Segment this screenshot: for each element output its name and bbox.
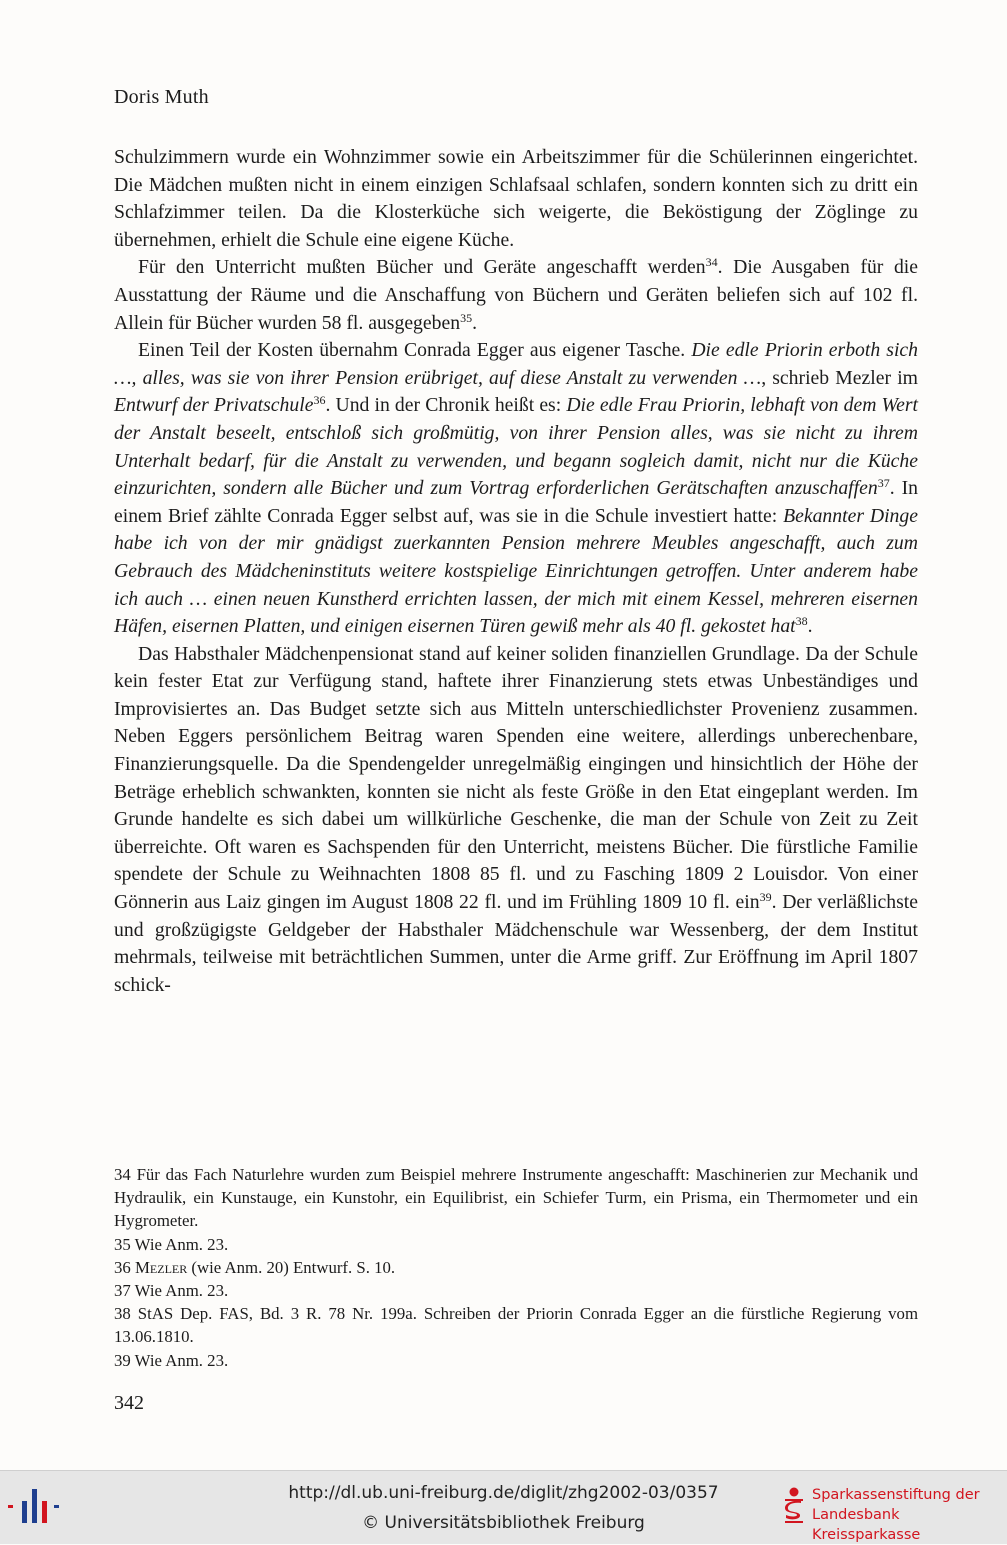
paragraph: Für den Unterricht mußten Bücher und Geräte angeschafft werden$^{34}$. Die Ausgaben für die Ausstattung der Räume und die Anschaffung von Büchern und Geräten beliefen sich auf 102 fl. Allein für Bücher wurden 58 fl. ausgegeben$^{35}$. <box>114 255 918 334</box>
paragraph: Das Habsthaler Mädchenpensionat stand auf keiner soliden finanziellen Grundlage. Da der Schule kein fester Etat zur Verfügung stand, haftete ihrer Finanzierung stets etwas Unbeständiges und Improvisiertes an. Das Budget setzte sich aus Mitteln unterschiedlichster Provenienz zusammen. Neben Eggers persönlichem Beitrag waren Spenden eine weitere, allerdings unberechenbare, Finanzierungsquelle. Da die Spendengelder unregelmäßig eingingen und hinsichtlich der Höhe der Beträge erheblich schwankten, konnten sie nicht als feste Größe in den Etat eingeplant werden. Im Grunde handelte es sich dabei um willkürliche Geschenke, die man der Schule von Zeit zu Zeit überreichte. Oft waren es Sachspenden für den Unterricht, meistens Bücher. Die fürstliche Familie spendete der Schule zu Weihnachten 1808 85 fl. und zu Fasching 1809 2 Louisdor. Von einer Gönnerin aus Laiz gingen im August 1808 22 fl. und im Frühling 1809 10 fl. ein$^{39}$. Der verläßlichste und großzügigste Geldgeber der Habsthaler Mädchenschule war Wessenberg, der dem Institut mehrmals, teilweise mit beträchtlichen Summen, unter die Arme griff. Zur Eröffnung im April 1807 schick- <box>114 642 918 996</box>
paragraph: Einen Teil der Kosten übernahm Conrada Egger aus eigener Tasche. Die edle Priorin erboth sich …, alles, was sie von ihrer Pension erübriget, auf diese Anstalt zu verwenden …, schrieb Mezler im Entwurf der Privatschule$^{36}$. Und in der Chronik heißt es: Die edle Frau Priorin, lebhaft von dem Wert der Anstalt beseelt, entschloß sich großmütig, von ihrer Pension alles, was sie nicht zu ihrem Unterhalt bedarf, für die Anstalt zu verwenden, und begann sogleich damit, nicht nur die Küche einzurichten, sondern alle Bücher und zum Vortrag erforderlichen Gerätschaften anzuschaffen$^{37}$. In einem Brief zählte Conrada Egger selbst auf, was sie in die Schule investiert hatte: Bekannter Dinge habe ich von der mir gnädigst zuerkannten Pension mehrere Meubles angeschafft, auch zum Gebrauch des Mädcheninstituts weitere kostspielige Einrichtungen getroffen. Unter anderem habe ich auch … einen neuen Kunstherd errichten lassen, der mich mit einem Kessel, mehreren eisernen Häfen, eisernen Platten, und einigen eisernen Türen gewiß mehr als 40 fl. gekostet hat$^{38}$. <box>114 339 919 638</box>
page-number: 342 <box>114 1392 144 1414</box>
footnote: 34 Für das Fach Naturlehre wurden zum Beispiel mehrere Instrumente angeschafft: Maschinerien zur Mechanik und Hydraulik, ein Kunstauge, ein Kunstohr, ein Equilibrist, ein Schiefer Turm, ein Prisma, ein Thermometer und ein Hygrometer. <box>114 1165 918 1231</box>
sponsor-line-2: Landesbank Kreissparkasse <box>812 1507 921 1543</box>
document-url[interactable]: http://dl.ub.uni-freiburg.de/diglit/zhg2002-03/0357 <box>288 1483 719 1503</box>
sparkasse-logo-icon <box>782 1487 806 1525</box>
footnote: 38 StAS Dep. FAS, Bd. 3 R. 78 Nr. 199a. Schreiben der Priorin Conrada Egger an die fürstliche Regierung vom 13.06.1810. <box>114 1304 918 1347</box>
footnote: 39 Wie Anm. 23. <box>114 1350 229 1370</box>
viewer-footer <box>0 1470 1007 1544</box>
footnotes <box>114 1163 918 1372</box>
footnote: 35 Wie Anm. 23. <box>114 1234 229 1254</box>
body-text <box>114 144 918 999</box>
footnote: 36 Mezler (wie Anm. 20) Entwurf. S. 10. <box>114 1257 396 1277</box>
sponsor-line-1: Sparkassenstiftung der <box>812 1487 980 1503</box>
sponsor-label <box>812 1485 1007 1545</box>
footnote: 37 Wie Anm. 23. <box>114 1281 229 1301</box>
paragraph: Schulzimmern wurde ein Wohnzimmer sowie ein Arbeitszimmer für die Schülerinnen eingerichtet. Die Mädchen mußten nicht in einem einzigen Schlafsaal schlafen, sondern konnten sich zu dritt ein Schlafzimmer teilen. Da die Klosterküche sich weigerte, die Beköstigung der Zöglinge zu übernehmen, erhielt die Schule eine eigene Küche. <box>114 146 918 251</box>
running-head: Doris Muth <box>114 86 209 108</box>
copyright-notice: © Universitätsbibliothek Freiburg <box>362 1513 645 1533</box>
